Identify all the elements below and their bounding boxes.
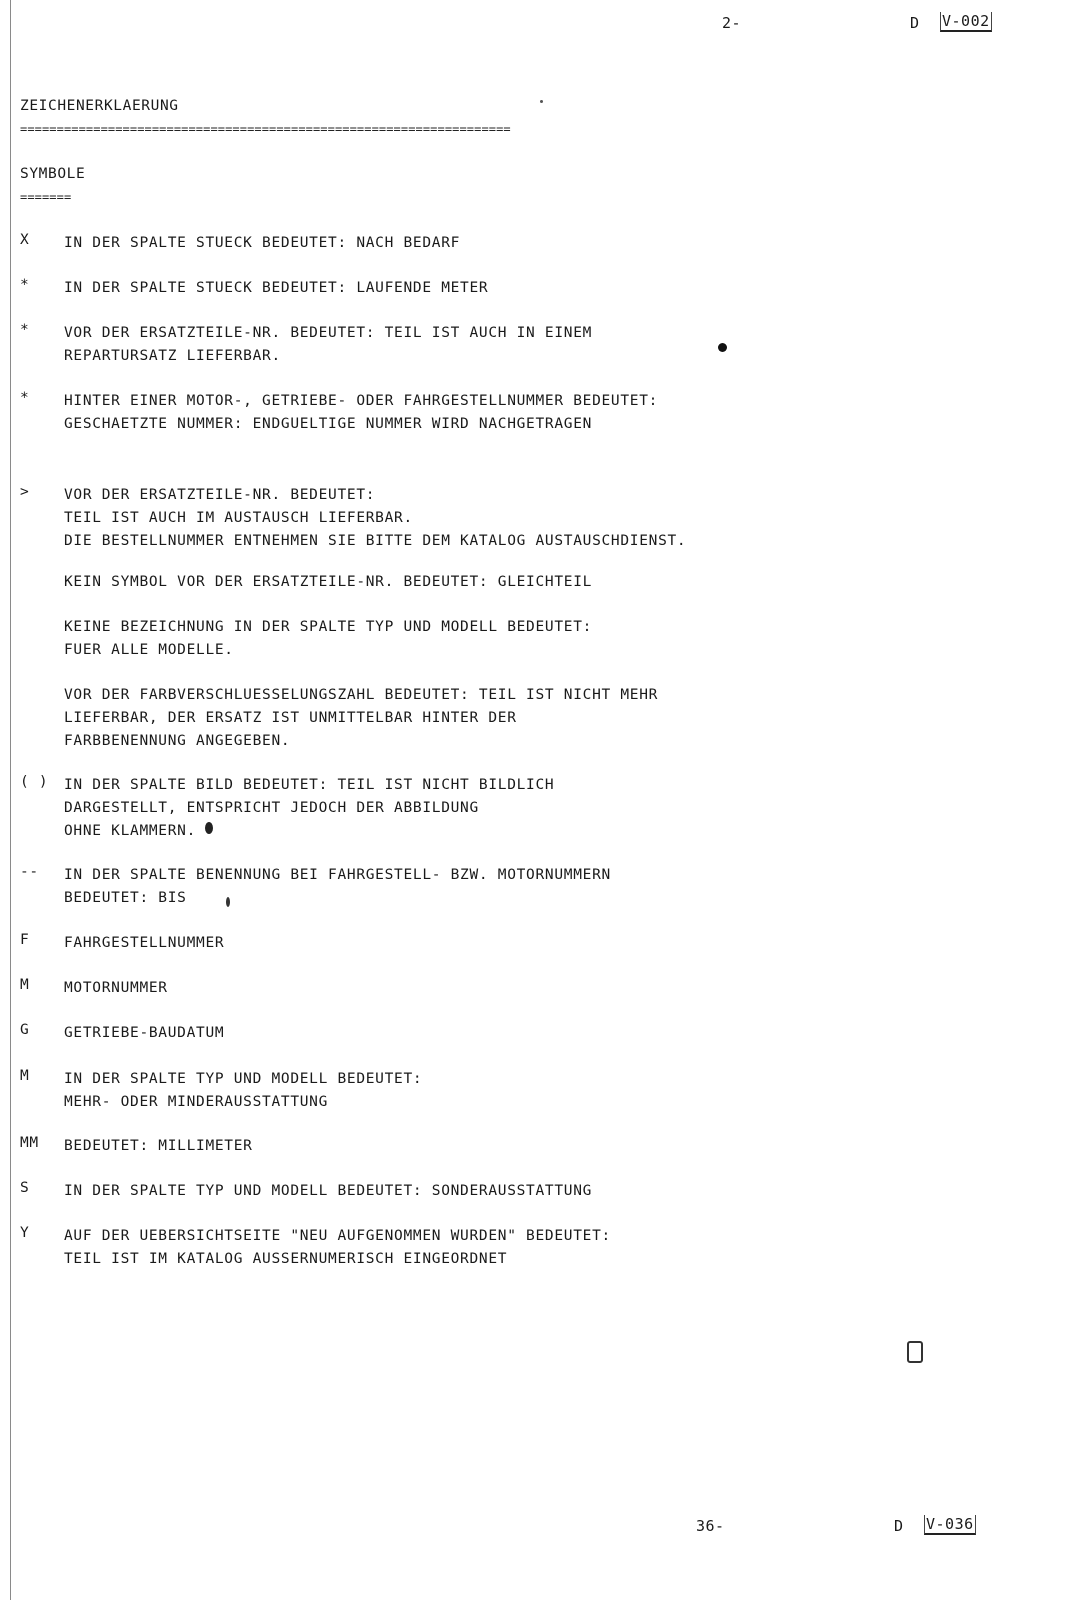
legend-symbol: Y: [20, 1225, 30, 1241]
legend-symbol: M: [20, 1068, 30, 1084]
page-number-top: 2-: [722, 14, 742, 32]
legend-description-line: BEDEUTET: BIS: [64, 890, 187, 906]
legend-description-line: FUER ALLE MODELLE.: [64, 642, 234, 658]
legend-description: [64, 774, 554, 843]
scan-speck: [718, 343, 727, 352]
legend-symbol: --: [20, 864, 39, 880]
legend-description: [64, 1135, 253, 1158]
scan-speck: [226, 897, 230, 907]
header-code: V-002: [942, 12, 990, 30]
legend-description: [64, 322, 592, 368]
legend-symbol: >: [20, 484, 30, 500]
legend-description: [64, 1225, 611, 1271]
legend-description-line: OHNE KLAMMERN.: [64, 823, 197, 839]
legend-description: [64, 390, 658, 436]
legend-description-line: LIEFERBAR, DER ERSATZ IST UNMITTELBAR HINTER DER: [64, 710, 517, 726]
legend-description: [64, 864, 611, 910]
legend-description-line: VOR DER ERSATZTEILE-NR. BEDEUTET: TEIL IST AUCH IN EINEM: [64, 325, 593, 341]
legend-description-line: MOTORNUMMER: [64, 980, 168, 996]
legend-symbol: *: [20, 322, 30, 338]
legend-symbol: G: [20, 1022, 30, 1038]
legend-description: [64, 232, 460, 255]
legend-description-line: BEDEUTET: MILLIMETER: [64, 1138, 253, 1154]
legend-description: [64, 571, 592, 594]
legend-description-line: TEIL IST AUCH IM AUSTAUSCH LIEFERBAR.: [64, 510, 413, 526]
legend-description-line: HINTER EINER MOTOR-, GETRIEBE- ODER FAHRGESTELLNUMMER BEDEUTET:: [64, 393, 659, 409]
legend-description: [64, 616, 592, 662]
legend-description-line: DARGESTELLT, ENTSPRICHT JEDOCH DER ABBILDUNG: [64, 800, 479, 816]
legend-symbol: F: [20, 932, 30, 948]
title-underline: ===================================================================: [20, 122, 511, 136]
scan-speck: [540, 100, 543, 103]
left-margin-line: [10, 0, 11, 1600]
legend-description-line: IN DER SPALTE BILD BEDEUTET: TEIL IST NICHT BILDLICH: [64, 777, 555, 793]
legend-description: [64, 977, 168, 1000]
legend-description-line: FAHRGESTELLNUMMER: [64, 935, 225, 951]
legend-description: [64, 1022, 224, 1045]
legend-symbol: *: [20, 277, 30, 293]
legend-symbol: X: [20, 232, 30, 248]
legend-description-line: VOR DER FARBVERSCHLUESSELUNGSZAHL BEDEUTET: TEIL IST NICHT MEHR: [64, 687, 659, 703]
legend-description-line: REPARTURSATZ LIEFERBAR.: [64, 348, 281, 364]
legend-description: [64, 932, 224, 955]
legend-symbol: *: [20, 390, 30, 406]
legend-description-line: AUF DER UEBERSICHTSEITE "NEU AUFGENOMMEN WURDEN" BEDEUTET:: [64, 1228, 611, 1244]
legend-description: [64, 484, 686, 553]
legend-description: [64, 1180, 592, 1203]
legend-description-line: DIE BESTELLNUMMER ENTNEHMEN SIE BITTE DEM KATALOG AUSTAUSCHDIENST.: [64, 533, 687, 549]
legend-description-line: MEHR- ODER MINDERAUSSTATTUNG: [64, 1094, 329, 1110]
legend-symbol: MM: [20, 1135, 39, 1151]
legend-description-line: IN DER SPALTE STUECK BEDEUTET: LAUFENDE METER: [64, 280, 489, 296]
legend-description: [64, 1068, 422, 1114]
legend-symbol: S: [20, 1180, 30, 1196]
legend-description-line: IN DER SPALTE BENENNUNG BEI FAHRGESTELL- BZW. MOTORNUMMERN: [64, 867, 611, 883]
legend-description-line: KEINE BEZEICHNUNG IN DER SPALTE TYP UND MODELL BEDEUTET:: [64, 619, 593, 635]
header-code-prefix: D: [910, 14, 920, 32]
legend-symbol: ( ): [20, 774, 49, 790]
legend-description-line: FARBBENENNUNG ANGEGEBEN.: [64, 733, 291, 749]
document-title: ZEICHENERKLAERUNG: [20, 98, 179, 114]
legend-description-line: VOR DER ERSATZTEILE-NR. BEDEUTET:: [64, 487, 376, 503]
page-number-bottom: 36-: [696, 1517, 725, 1535]
section-heading: SYMBOLE: [20, 166, 86, 182]
legend-symbol: M: [20, 977, 30, 993]
footer-code: V-036: [926, 1515, 974, 1533]
legend-description-line: GETRIEBE-BAUDATUM: [64, 1025, 225, 1041]
section-underline: =======: [20, 190, 72, 204]
legend-description-line: IN DER SPALTE TYP UND MODELL BEDEUTET: SONDERAUSSTATTUNG: [64, 1183, 593, 1199]
scan-speck: [205, 822, 213, 834]
legend-description-line: IN DER SPALTE TYP UND MODELL BEDEUTET:: [64, 1071, 423, 1087]
legend-description: [64, 277, 488, 300]
scan-speck: [907, 1341, 923, 1363]
legend-description-line: KEIN SYMBOL VOR DER ERSATZTEILE-NR. BEDEUTET: GLEICHTEIL: [64, 574, 593, 590]
legend-description-line: GESCHAETZTE NUMMER: ENDGUELTIGE NUMMER WIRD NACHGETRAGEN: [64, 416, 593, 432]
legend-description-line: TEIL IST IM KATALOG AUSSERNUMERISCH EINGEORDNET: [64, 1251, 508, 1267]
legend-description: [64, 684, 658, 753]
legend-description-line: IN DER SPALTE STUECK BEDEUTET: NACH BEDARF: [64, 235, 461, 251]
footer-code-prefix: D: [894, 1517, 904, 1535]
